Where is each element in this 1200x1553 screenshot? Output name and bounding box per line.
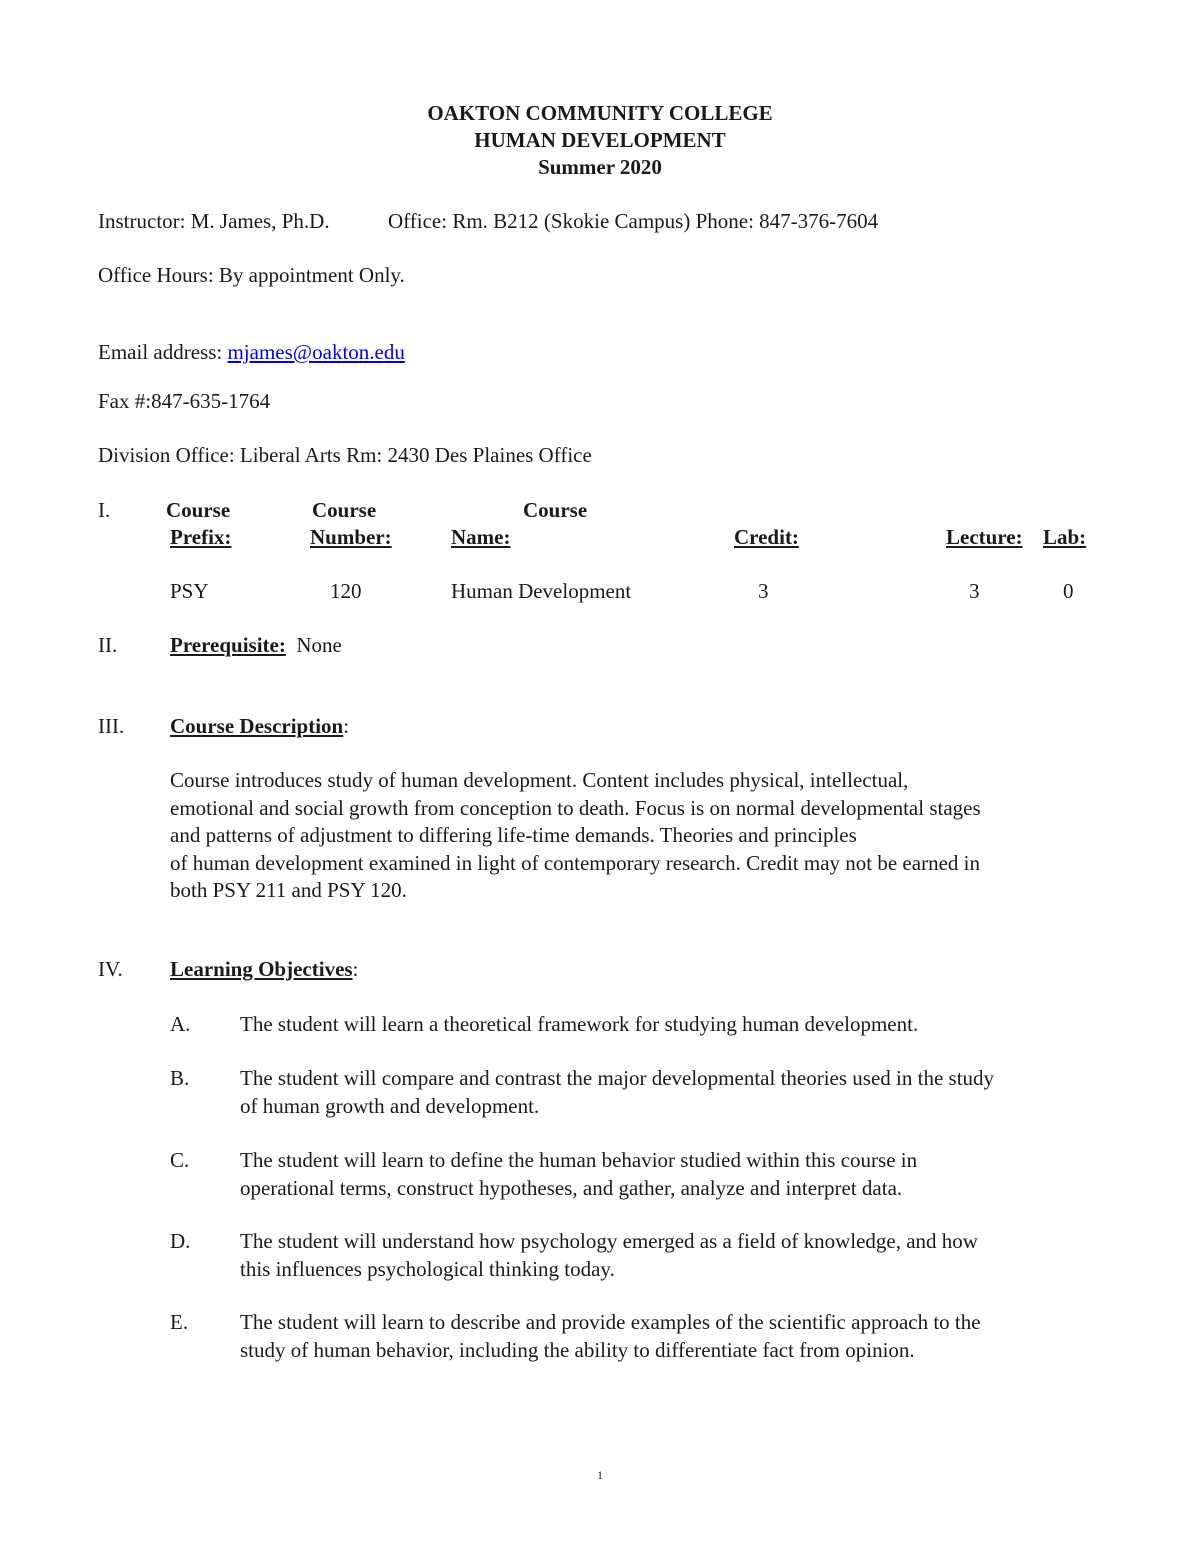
objective-text: [240, 1147, 917, 1202]
objective-text: [240, 1309, 981, 1364]
description-line: of human development examined in light of contemporary research. Credit may not be earned in: [170, 850, 980, 875]
header-name: Name:: [451, 525, 511, 549]
objective-line: this influences psychological thinking today.: [240, 1256, 615, 1281]
description-line: emotional and social growth from conception to death. Focus is on normal developmental stages: [170, 795, 981, 820]
course-description-colon: :: [343, 714, 350, 738]
term: Summer 2020: [538, 155, 662, 179]
cell-number: 120: [330, 579, 362, 603]
learning-objectives-heading: [170, 956, 358, 983]
header-credit: Credit:: [734, 525, 799, 549]
course-description-label: Course Description: [170, 714, 344, 738]
cell-name: Human Development: [451, 579, 632, 603]
section-3-numeral: III.: [98, 714, 125, 738]
header-lab: Lab:: [1043, 525, 1087, 549]
office-phone: Office: Rm. B212 (Skokie Campus) Phone: 847-376-7604: [388, 209, 879, 233]
section-4-numeral: IV.: [98, 957, 123, 981]
learning-objectives-label: Learning Objectives: [170, 957, 353, 981]
objective-line: The student will learn a theoretical framework for studying human development.: [240, 1012, 919, 1036]
description-line: and patterns of adjustment to differing life-time demands. Theories and principles: [170, 823, 857, 847]
objective-line: of human growth and development.: [240, 1093, 540, 1118]
objective-text: [240, 1065, 994, 1120]
prerequisite-label: Prerequisite:: [170, 633, 286, 657]
objective-line: operational terms, construct hypotheses, and gather, analyze and interpret data.: [240, 1175, 903, 1200]
college-name: OAKTON COMMUNITY COLLEGE: [427, 101, 773, 125]
header-prefix: Prefix:: [170, 525, 232, 549]
objective-text: [240, 1011, 918, 1039]
course-description-heading: [170, 713, 349, 740]
objective-line: The student will compare and contrast the major developmental theories used in the study: [240, 1066, 995, 1090]
cell-prefix: PSY: [170, 579, 209, 603]
section-1-numeral: I.: [98, 498, 111, 522]
objective-line: The student will understand how psychology emerged as a field of knowledge, and how: [240, 1229, 978, 1253]
course-title: HUMAN DEVELOPMENT: [474, 128, 726, 152]
fax: Fax #:847-635-1764: [98, 389, 271, 413]
course-description-text: [170, 767, 981, 905]
page-number: 1: [597, 1468, 603, 1482]
objective-line: The student will learn to define the human behavior studied within this course in: [240, 1148, 918, 1172]
header-lecture: Lecture:: [946, 525, 1023, 549]
objective-letter: A.: [170, 1012, 191, 1036]
division-office: Division Office: Liberal Arts Rm: 2430 Des Plaines Office: [98, 443, 592, 467]
cell-lecture: 3: [969, 579, 980, 603]
objective-letter: D.: [170, 1229, 191, 1253]
email-label: Email address:: [98, 340, 228, 364]
learning-objectives-colon: :: [352, 957, 359, 981]
objective-letter: B.: [170, 1066, 190, 1090]
prerequisite-line: [170, 632, 342, 659]
cell-lab: 0: [1063, 579, 1074, 603]
objective-letter: E.: [170, 1310, 189, 1334]
header-number: Number:: [310, 525, 392, 549]
email-link[interactable]: mjames@oakton.edu: [227, 340, 405, 364]
header-prefix-top: Course: [166, 498, 231, 522]
cell-credit: 3: [758, 579, 769, 603]
description-line: both PSY 211 and PSY 120.: [170, 878, 407, 902]
header-name-top: Course: [523, 498, 588, 522]
objective-letter: C.: [170, 1148, 190, 1172]
office-hours: Office Hours: By appointment Only.: [98, 263, 405, 287]
email-line: [98, 339, 405, 366]
header-number-top: Course: [312, 498, 377, 522]
section-2-numeral: II.: [98, 633, 118, 657]
description-line: Course introduces study of human development. Content includes physical, intellectual,: [170, 768, 909, 792]
objective-text: [240, 1228, 978, 1283]
instructor: Instructor: M. James, Ph.D.: [98, 209, 330, 233]
objective-line: study of human behavior, including the ability to differentiate fact from opinion.: [240, 1337, 915, 1362]
objective-line: The student will learn to describe and provide examples of the scientific approach to the: [240, 1310, 981, 1334]
prerequisite-value: None: [296, 633, 342, 657]
